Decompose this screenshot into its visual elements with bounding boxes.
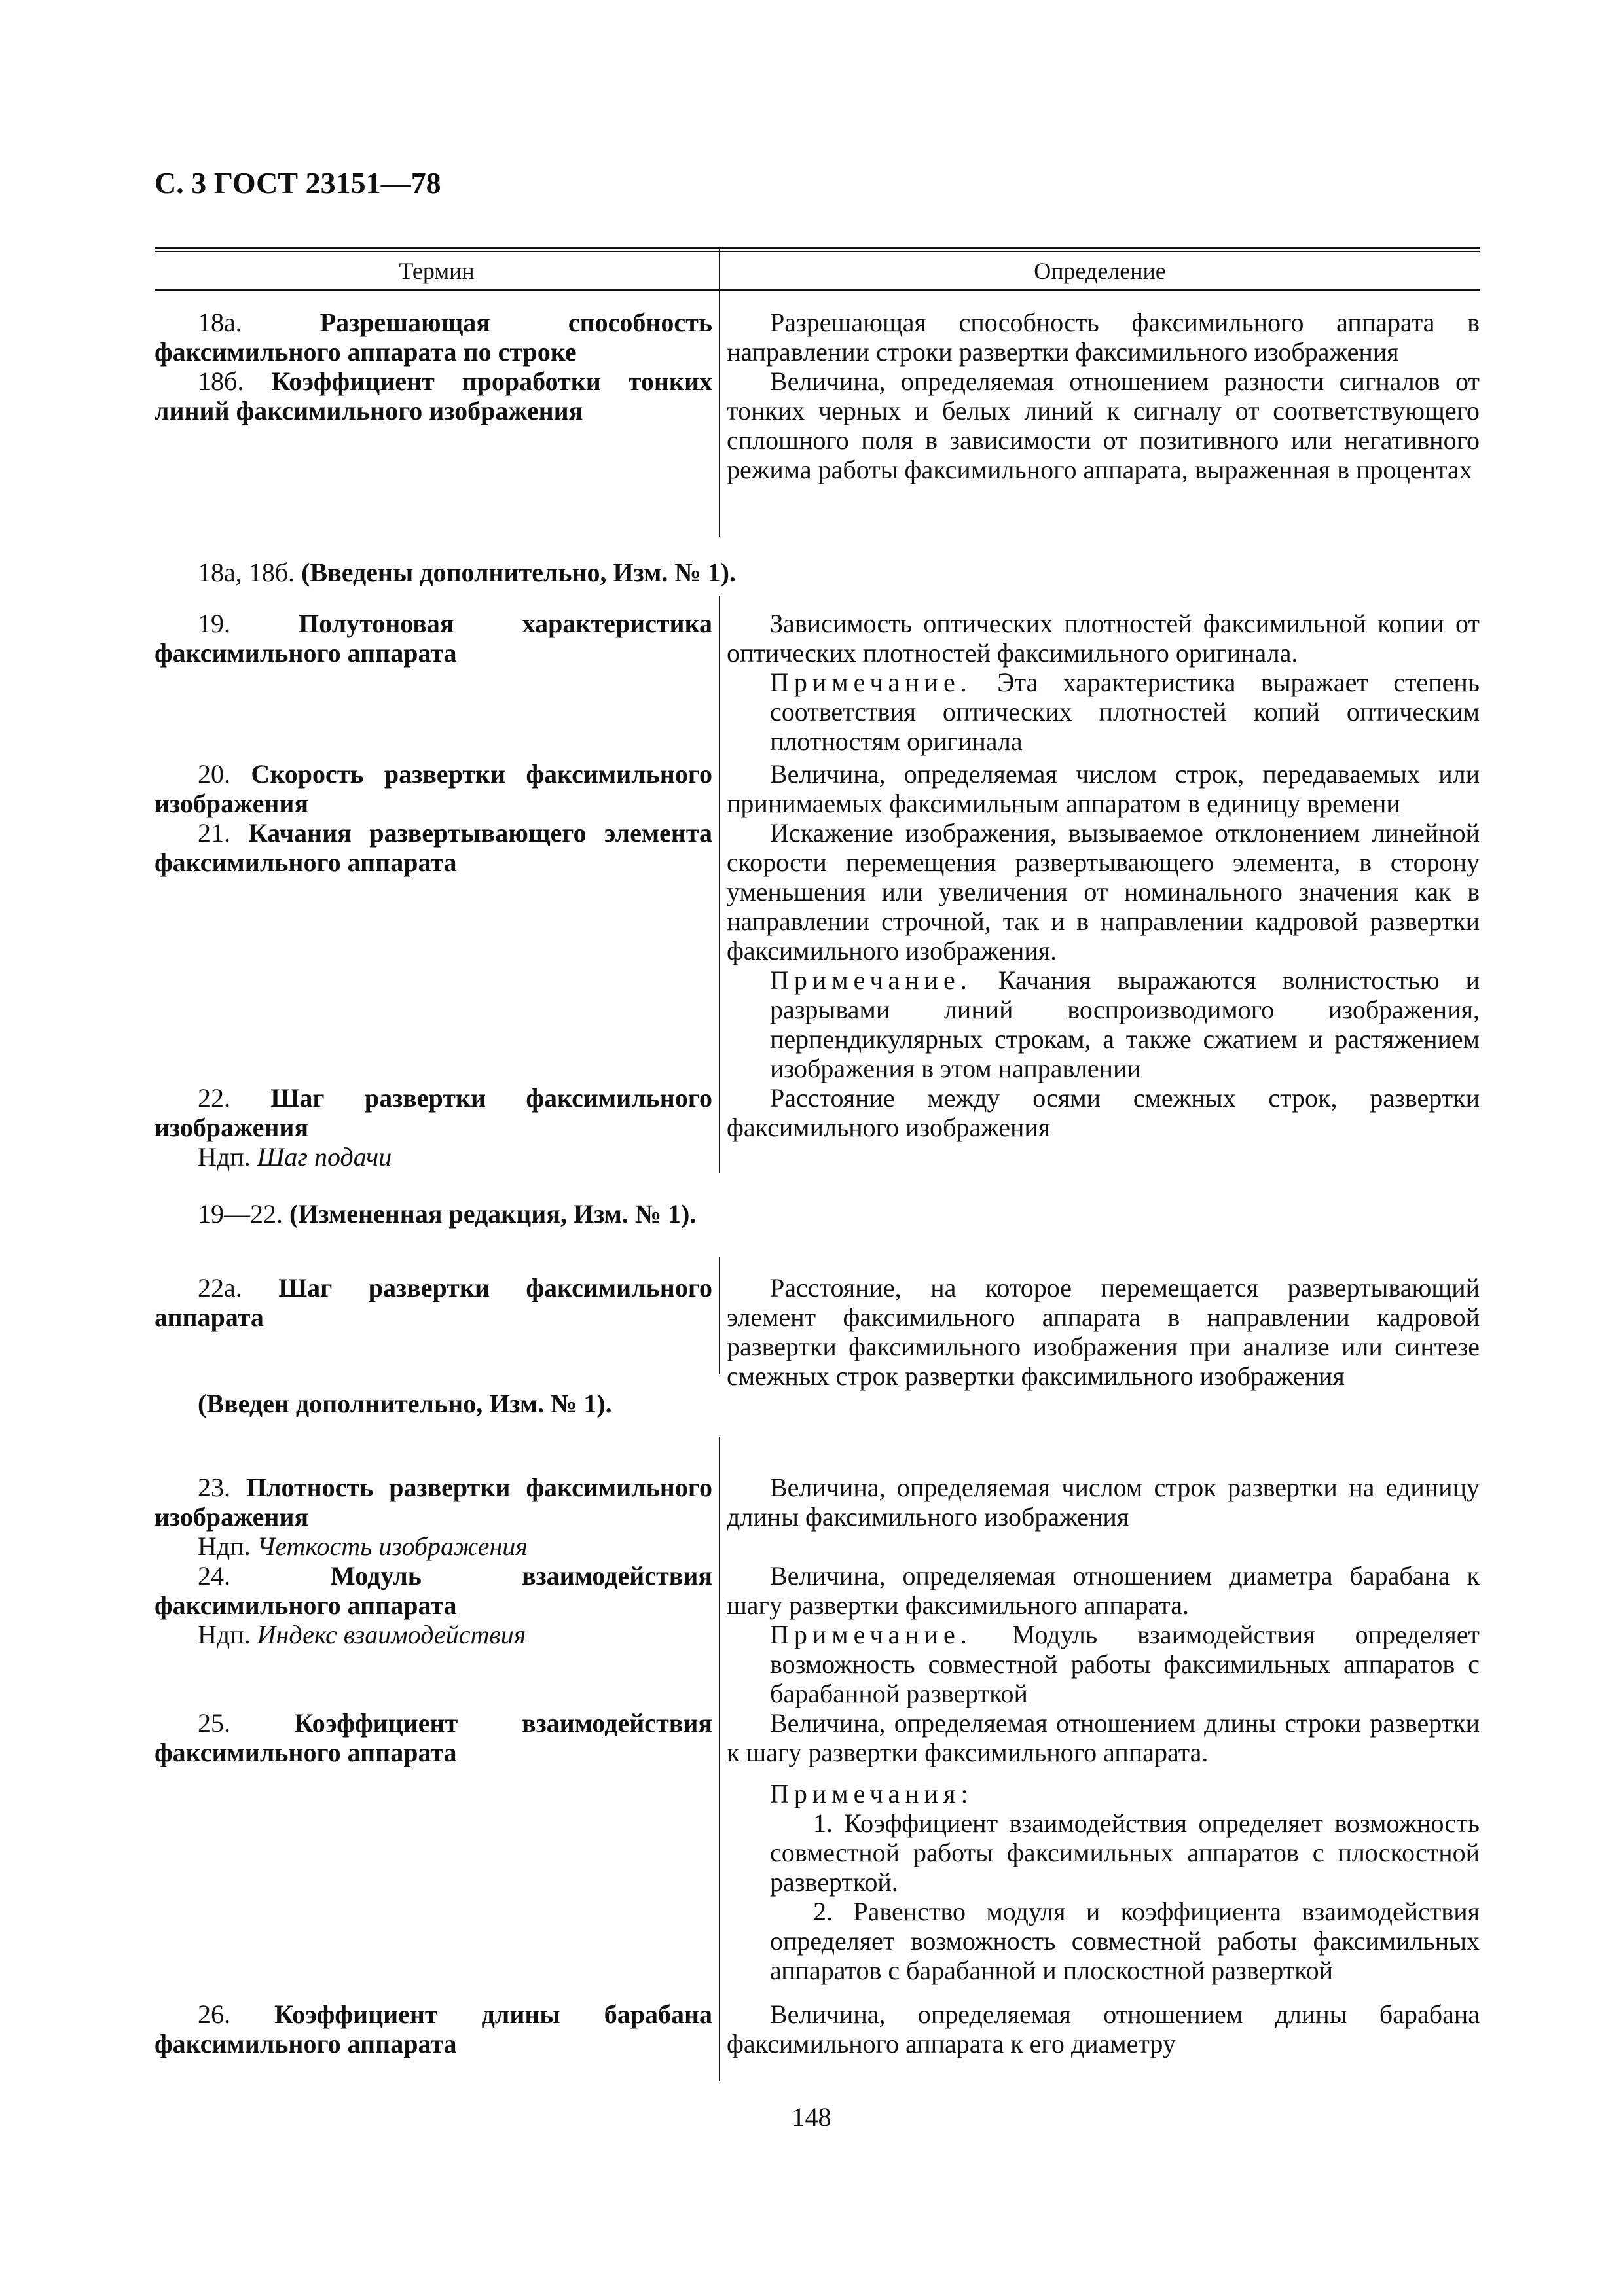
term-22a: 22а. Шаг развертки факсимильного аппарата [155, 1273, 713, 1332]
term-18b: 18б. Коэффициент проработки тонких линий факсимильного изображения [155, 367, 713, 425]
term-18a: 18а. Разрешающая способность факсимильного аппарата по строке [155, 308, 712, 367]
table-head-rule [155, 289, 1480, 291]
amendment-note: (Введен дополнительно, Изм. № 1). [198, 1389, 612, 1418]
definition-18b: Величина, определяемая отношением разности сигналов от тонких черных и белых линий к сигналу от соответствующего сплошного поля в зависимости от позитивного или негативного режима работы факсимильного аппарата, выраженная в процентах [727, 367, 1480, 484]
column-header-definition: Определение [1034, 258, 1166, 284]
term-23: 23. Плотность развертки факсимильного изображения Ндп. Четкость изображения [155, 1473, 712, 1561]
definition-26: Величина, определяемая отношением длины барабана факсимильного аппарата к его диаметру [727, 2000, 1480, 2058]
term-25: 25. Коэффициент взаимодействия факсимильного аппарата [155, 1708, 712, 1767]
column-divider [719, 1437, 720, 2081]
term-22: 22. Шаг развертки факсимильного изображения Ндп. Шаг подачи [155, 1083, 713, 1172]
term-20: 20. Скорость развертки факсимильного изображения [155, 759, 712, 818]
amendment-note: 18а, 18б. (Введены дополнительно, Изм. № 1). [198, 558, 736, 587]
column-header-term: Термин [399, 258, 475, 284]
term-21: 21. Качания развертывающего элемента факсимильного аппарата [155, 818, 713, 877]
column-divider [719, 1257, 720, 1374]
page-header: С. 3 ГОСТ 23151—78 [155, 166, 441, 200]
table-top-rule [155, 247, 1480, 249]
definition-18a: Разрешающая способность факсимильного аппарата в направлении строки развертки факсимильного изображения [727, 308, 1480, 367]
definition-25: Величина, определяемая отношением длины строки развертки к шагу развертки факсимильного аппарата. Примечания: 1. Коэффициент взаимодействия определяет возможность совместной работы факсимильных аппаратов с плоскостной разверткой. 2. Равенство модуля и коэффициента взаимодействия определяет возможность совместной работы факсимильных аппаратов с барабанной и плоскостной разверткой [727, 1708, 1480, 1985]
column-divider [719, 249, 720, 537]
definition-22: Расстояние между осями смежных строк, развертки факсимильного изображения [727, 1083, 1480, 1142]
table-top-rule-2 [155, 251, 1480, 252]
term-24: 24. Модуль взаимодействия факсимильного аппарата Ндп. Индекс взаимодействия [155, 1561, 713, 1649]
term-19: 19. Полутоновая характеристика факсимильного аппарата [155, 609, 713, 668]
definition-19: Зависимость оптических плотностей факсимильной копии от оптических плотностей факсимильного оригинала. Примечание. Эта характеристика выражает степень соответствия оптических плотностей копий оптическим плотностям оригинала [727, 609, 1480, 756]
definition-22a: Расстояние, на которое перемещается развертывающий элемент факсимильного аппарата в направлении кадровой развертки факсимильного изображения при анализе или синтезе смежных строк развертки факсимильного изображения [727, 1273, 1480, 1391]
term-26: 26. Коэффициент длины барабана факсимильного аппарата [155, 2000, 712, 2058]
column-divider [719, 596, 720, 1173]
definition-23: Величина, определяемая числом строк развертки на единицу длины факсимильного изображения [727, 1473, 1480, 1532]
amendment-note: 19—22. (Измененная редакция, Изм. № 1). [198, 1199, 697, 1229]
definition-20: Величина, определяемая числом строк, передаваемых или принимаемых факсимильным аппаратом в единицу времени [727, 759, 1480, 818]
definition-24: Величина, определяемая отношением диаметра барабана к шагу развертки факсимильного аппарата. Примечание. Модуль взаимодействия определяет возможность совместной работы факсимильных аппаратов с барабанной разверткой [727, 1561, 1480, 1708]
page-number: 148 [792, 2102, 831, 2132]
definition-21: Искажение изображения, вызываемое отклонением линейной скорости перемещения развертывающего элемента, в сторону уменьшения или увеличения от номинального значения как в направлении строчной, так и в направлении кадровой развертки факсимильного изображения. Примечание. Качания выражаются волнистостью и разрывами линий воспроизводимого изображения, перпендикулярных строкам, а также сжатием и растяжением изображения в этом направлении [727, 818, 1480, 1083]
